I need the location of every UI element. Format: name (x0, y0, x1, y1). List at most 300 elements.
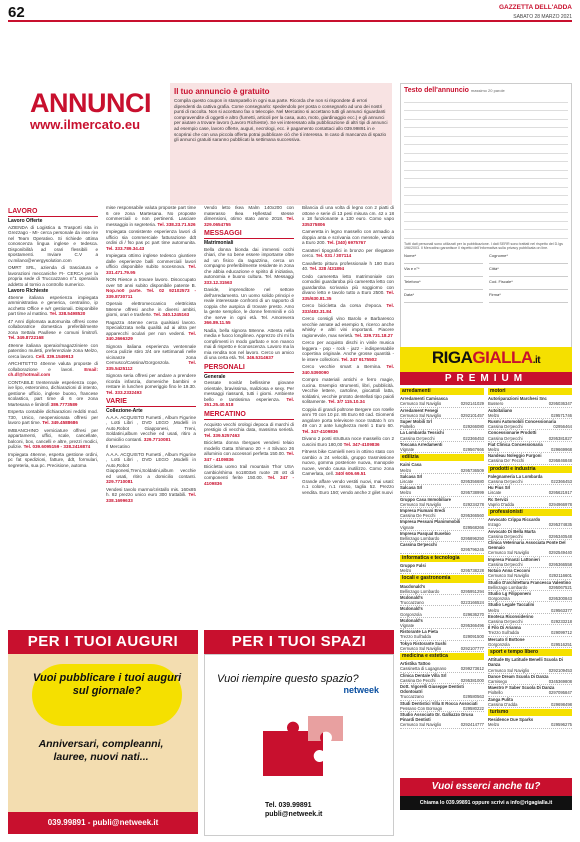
ad-phone[interactable]: Tel. 333.2332493 (106, 389, 142, 395)
business-phone[interactable]: 0295846848 (548, 458, 572, 464)
business-name: Nandeau Noleggio Furgoni (488, 453, 542, 459)
directory-entry[interactable] (400, 641, 484, 652)
ad-text: Impiegata consistente esperienza lavori di ufficio sia commerciale fatturazione ddt ordini di / fso pas pc part time automunita. (106, 229, 196, 245)
ad-phone[interactable]: Tel. 340.2666329 (106, 330, 196, 341)
business-phone[interactable]: 0292141029 (460, 401, 484, 407)
business-town: Inzago (488, 522, 501, 528)
ad-text: Esperta contabile dichiarazioni redditi mod. 730, Unico, neopensionata offresi per lavoro part time. (8, 409, 98, 425)
ad-text: Signora italiana esperienza ventennale cerca pulizie stiro 3/4 ore settimanali nelle vicinanze zona Cernusco/Cassina/Gorgonzola. (106, 343, 196, 365)
directory-entry[interactable] (400, 629, 484, 640)
ad-phone[interactable]: Tel. 349.8722168 (8, 335, 44, 340)
business-town: Cernusco Sul Naviglio (488, 550, 530, 556)
ad-phone[interactable]: Tel. 031 / 307114 (315, 253, 352, 258)
ad-coupon (400, 83, 572, 357)
classified-ad (106, 253, 196, 275)
directory-entry[interactable] (400, 519, 484, 530)
directory-entry[interactable] (488, 717, 572, 728)
business-town: Vaprio D'adda (488, 501, 515, 507)
ad-text: Bella donna bionda dai immensi occhi chiari, che so bene essere importante oltre ad un fisico da ragazzina, cerca un compagno preferibilmente residente in zona che abbia educazione e spirito di iniziativa, autonomia e buono cultura. Tel. Messaggi (204, 246, 294, 279)
business-name: Impresa Finanzi Lattonieri (488, 556, 540, 562)
business-phone[interactable]: 029568266 (463, 524, 484, 530)
ad-phone[interactable]: 366.89.11.55 (204, 320, 231, 325)
business-town: Pioltello (488, 690, 503, 696)
directory-entry[interactable] (488, 557, 572, 568)
classified-ad (302, 340, 394, 362)
directory-entry[interactable] (488, 625, 572, 636)
subsection-title: Lavoro Offerte (8, 218, 43, 224)
business-name: Studi Dentistici Villa E Rocca Associati (400, 700, 478, 706)
ad-phone[interactable]: Cell. 339.1549913 (35, 353, 74, 359)
business-phone[interactable]: 0295381000 (460, 677, 484, 683)
directory-category: turismo (488, 709, 572, 716)
classified-ad (106, 373, 196, 395)
directory-entry[interactable] (488, 657, 572, 674)
business-phone[interactable]: 0292109453 (548, 667, 572, 673)
directory-entry[interactable] (400, 474, 484, 485)
classified-ad (8, 343, 98, 360)
business-phone[interactable]: 0295738228 (460, 568, 484, 574)
business-name: Macdonald's (400, 583, 426, 589)
classified-ad (8, 452, 98, 469)
ad-text: Signora seria offresi per andare a prendere ricorda infanzia, domeniche bambini e restare in lunchen pomeriggio fino le 19.30. (106, 373, 196, 389)
business-phone[interactable]: 029516251 (551, 641, 572, 647)
business-phone[interactable]: 029580563 (463, 694, 484, 700)
ad-phone[interactable]: 340/ 606.69.51 (335, 471, 366, 476)
ad-phone[interactable]: Tel. 340.1245163 (153, 312, 190, 317)
business-town: Cassina D'adda (488, 701, 518, 707)
classified-ad (8, 265, 98, 287)
directory-entry[interactable] (488, 497, 572, 508)
classified-ad (106, 320, 196, 342)
directory-entry[interactable] (400, 542, 484, 553)
business-phone[interactable]: 0295036347 (548, 401, 572, 407)
ad-phone[interactable]: Tel. 3/7 115.10.34 (328, 399, 365, 404)
business-phone[interactable]: 0292107777 (460, 645, 484, 651)
business-name: Fiat Clinica Concessionaria (488, 441, 543, 447)
ad-text: Nadia, bella signora 58enne. Attenta nella media e fuoco longilineo. Apprezzo chi mi fa complimenti in modo garbato e non manco mai di rispetto e riconoscenza. Lavoro ma la mia rendita non nel lavoro. Cerco un amico di una certa età. Tel. (204, 327, 294, 360)
ad-phone[interactable]: Tel. 329.0654755 (204, 216, 294, 227)
business-phone[interactable]: 029099712 (551, 630, 572, 636)
directory-entry[interactable] (488, 697, 572, 708)
business-phone[interactable]: 0295621917 (548, 490, 572, 496)
ad-text: Operaio elettromeccanico elettricista 58enne offresi anche in diversi ambiti, giorni, orari e trasferte. (106, 301, 196, 317)
rigagialla-logo (400, 347, 572, 372)
directory-entry[interactable] (400, 396, 484, 407)
business-name: Impresa Pasqual Eusebio (400, 530, 451, 536)
coupon-field-via[interactable]: Via e n°* (404, 266, 483, 277)
ad-text: IMBIANCHINO verniciature offresi per appartamenti, uffici, scale, cancellate, balconi, box, cancelli e altre, prezzi modici, pulizie. (8, 427, 98, 449)
ad-text: Cerco consigli vino Barolo e Barbaresco vecchie annate ad esempio 5, ricerco anche whisky e altri vini importanti. Piacere ragionevole, max serietà. (302, 316, 394, 338)
coupon-text-lines[interactable] (404, 94, 568, 239)
business-phone[interactable]: 0295738999 (460, 490, 484, 496)
directory-entry[interactable] (400, 618, 484, 629)
ad-phone[interactable]: Tel. 335.5425112 (106, 360, 196, 371)
business-phone[interactable]: 0295374835 (548, 522, 572, 528)
business-town: Cassina De'pecchi (488, 424, 523, 430)
ad-text: 47 Anni diplomata automunita offresi come collaboratrice domestica preferibilmente zona Settala Paullese e comuni limitrofi. (8, 318, 98, 335)
business-town: Gorgonzola (488, 641, 510, 647)
business-phone[interactable]: 0295300843 (548, 596, 572, 602)
business-phone[interactable]: 0295736509 (460, 467, 484, 473)
business-phone[interactable]: 029580222 (463, 705, 484, 711)
directory-entry[interactable] (400, 584, 484, 595)
directory-entry[interactable] (488, 614, 572, 625)
coupon-field-citta[interactable]: Città* (489, 266, 568, 277)
ad-phone[interactable]: 329.7710081 (143, 436, 171, 442)
ad-text: NON Riesce a trovare lavoro. Disoccupato over 50 anni subito disponibile patente B. (106, 277, 196, 288)
coupon-field-telefono[interactable]: Telefono* (404, 279, 483, 290)
business-town: Trezzo Sull'adda (488, 630, 519, 636)
ad-phone[interactable]: Tel. 349.4588686 (42, 420, 78, 425)
business-town: Pioltello (400, 424, 415, 430)
ad-phone[interactable]: Tel. 333/483.31.84 (302, 303, 394, 314)
ad-phone[interactable]: Tel. 338.1699633 (106, 492, 196, 503)
business-town: Cernusco Sul Naviglio (488, 667, 530, 673)
business-name: Salcasa Srl (400, 485, 423, 491)
coupon-title (404, 87, 568, 94)
riga-tld: .it (532, 355, 541, 366)
business-name: Falegnameria La Lombarda (488, 473, 543, 479)
ad-text: Vendesi tavolo marmo/cristallo mis. 160x85 h. 82 prezzo unico euro 300 trattabili. (106, 486, 196, 497)
coupon-field-cognome[interactable]: Cognome* (489, 253, 568, 264)
business-name: Clinica Veterinaria Associata Ponte Del Gennaio (488, 540, 566, 551)
classified-ad (204, 247, 294, 286)
brand-title: ANNUNCI (30, 88, 151, 118)
business-name: Studio Associato Dr. Galliazzo Drusa Pinardi Dentisti (400, 711, 474, 723)
business-name: Salcasa Srl (400, 473, 423, 479)
directory-entry[interactable] (400, 673, 484, 684)
directory-category: professionisti (488, 509, 572, 516)
business-town: Cassina De Pecchi (400, 677, 436, 683)
ad-phone[interactable]: Tel. 347-4109836 (302, 428, 338, 434)
ad-phone[interactable]: Email: ch.dl@hotmail.com (8, 366, 98, 377)
directory-entry[interactable] (400, 430, 484, 441)
business-town: Carnisego (488, 678, 508, 684)
directory-category: locali e gastronomia (400, 575, 484, 582)
classified-ad (8, 409, 98, 426)
directory-entry[interactable] (400, 712, 484, 729)
ad-phone[interactable]: Tel. 338.5498520 (49, 311, 86, 316)
business-name: Concessionarie Prodotti (488, 430, 537, 436)
ad-text: Cerco per acquisto dischi in vinile musica leggera - pop - rock - jazz - indispensabile copertina originale. Anche grosse quantità - le intere collezioni. (302, 340, 394, 362)
ad-phone[interactable]: Tel. 339.5257463 (204, 432, 240, 438)
classified-ad (302, 205, 394, 227)
business-phone[interactable]: 0295896250 (460, 536, 484, 542)
business-town: Liscate (400, 479, 414, 485)
business-name: Toscana Arredamenti (400, 441, 443, 447)
business-name: Arredament Fenegi (400, 407, 439, 413)
business-town: Truccazzano (400, 694, 424, 700)
business-phone[interactable]: 0295366558 (548, 561, 572, 567)
directory-entry[interactable] (488, 485, 572, 496)
auguri-banner-title: PER I TUOI AUGURI (8, 630, 198, 654)
business-town: Cassina De'pecchi (488, 435, 523, 441)
ad-phone[interactable]: 333.12.31563 (204, 279, 233, 285)
directory-entry[interactable] (488, 602, 572, 613)
classified-ad (204, 380, 294, 408)
directory-entry[interactable] (488, 580, 572, 591)
business-phone[interactable]: 0299273612 (460, 666, 484, 672)
business-phone[interactable]: 0295356680 (460, 479, 484, 485)
masthead-date: SABATO 28 MARZO 2021 (513, 14, 572, 20)
business-phone[interactable]: 029669968 (551, 447, 572, 453)
section-title: MERCATINO (204, 411, 294, 420)
ad-phone[interactable]: 389.7773589 (50, 401, 78, 407)
ad-phone[interactable]: 329.7710081 (106, 479, 133, 484)
coupon-field-cf[interactable]: Cod. Fiscale* (489, 279, 568, 290)
vuoi-esserci-banner[interactable] (400, 778, 572, 812)
directory-entry[interactable] (488, 568, 572, 579)
business-town: Cassina De' Pecchi (488, 458, 525, 464)
business-phone[interactable]: 022366453 (551, 479, 572, 485)
classified-ad (204, 328, 294, 361)
directory-entry[interactable] (488, 517, 572, 528)
business-town: Cassina De'pecchi (488, 479, 523, 485)
ad-phone[interactable]: Tel. 335/630.81.35 (302, 290, 394, 301)
business-phone[interactable]: 0292549440 (548, 550, 572, 556)
ad-text: AZIENDA di Logistica & Trasporti sita in Grezzago - MI- cerca personale da inse rire nel Team Operativo. Si richiede ottima conoscenza lingua inglese e tedesca. Disponibilità ad orari flessibili e spostamenti. Inviare C.V a cv.milano@energysolution.com (8, 224, 98, 263)
ad-text: Il Mercatino (106, 444, 130, 449)
business-phone[interactable]: 0295366560 (460, 513, 484, 519)
directory-entry[interactable] (488, 474, 572, 485)
classified-ad (204, 205, 294, 227)
ads-column-2 (106, 205, 196, 625)
business-phone[interactable]: 0295381827 (548, 435, 572, 441)
subsection-title: Lavoro Richieste (8, 288, 49, 294)
directory-entry[interactable] (400, 419, 484, 430)
directory-entry[interactable] (488, 419, 572, 430)
business-phone[interactable]: 0223166524 (460, 600, 484, 606)
business-town: Cernusco Sul Naviglio (488, 573, 530, 579)
directory-entry[interactable] (488, 637, 572, 648)
classified-ad (302, 407, 394, 435)
ad-phone[interactable]: Tel. 347 - 4109836 (204, 451, 294, 462)
auguri-banner[interactable] (8, 630, 198, 836)
business-phone[interactable]: 029233218 (551, 618, 572, 624)
business-name: Zanga Pulita (488, 696, 513, 702)
ad-phone[interactable]: Tel. (340) 6975767 (327, 240, 366, 245)
ad-phone[interactable]: Tel. 339.731.18.27 (354, 332, 393, 338)
directory-entry[interactable] (400, 462, 484, 473)
directory-entry[interactable] (488, 529, 572, 540)
page-header (8, 4, 572, 22)
ad-text: Grande affare vendo vestiti nuovi, mai usati: n.1 colore, n.1 rosso, taglia 52. Prezzo vendita. Euro 150; vendo anche 2 gilet nuovi (302, 478, 394, 495)
business-phone[interactable]: 029596275 (551, 722, 572, 728)
directory-entry[interactable] (400, 595, 484, 606)
section-title: LAVORO (8, 208, 98, 217)
business-phone[interactable]: 02956464 (553, 424, 572, 430)
business-name: Maestro F Saber Scuola Di Danza (488, 685, 555, 691)
business-town: Bellinzago Lombardo (400, 588, 440, 594)
business-town: Pessano Con Bornago (400, 705, 443, 711)
business-town: Melzo (488, 607, 500, 613)
directory-entry[interactable] (400, 497, 484, 508)
directory-entry[interactable] (488, 591, 572, 602)
ad-phone[interactable]: Tel. 331.471.79.95 (106, 264, 196, 275)
business-phone[interactable]: 0295340548 (548, 533, 572, 539)
classified-ad (302, 303, 394, 314)
ad-text: Fitness bike Carnielli nero in ottimo stato con cambio a 24 velocità, gruppo trasmissione nuovo, gomma posteriore nuova, manopole nuove, vendo causa inutilizzo. Como zona Camerlata, cell. (302, 449, 394, 476)
classified-ad (302, 449, 394, 477)
ad-phone[interactable]: Tel. 333.789.34.43 (106, 245, 145, 251)
directory-entry[interactable] (400, 442, 484, 453)
subsection-title: Collezione-Arte (106, 408, 143, 414)
ad-phone[interactable]: 335375806 (302, 221, 325, 227)
business-phone[interactable]: 029567666 (463, 447, 484, 453)
puzzle-icon (253, 711, 353, 781)
directory-entry[interactable] (488, 453, 572, 464)
directory-category: medicina e estetica (400, 653, 484, 660)
ad-phone[interactable]: Tel. 347 9175502 (341, 356, 377, 362)
spazi-banner[interactable] (204, 630, 394, 836)
business-name: Impresa Fiumani Eredi (400, 508, 445, 514)
ad-text: 45enne italiana esperienza impiegata amministrativa e generica, centralino, ip acchetto Office e w/r gestionali. Disponibile part time al mattino. (8, 294, 98, 316)
page-number: 62 (8, 4, 25, 21)
ad-phone[interactable]: Tel. 340.5390090 (302, 364, 394, 375)
business-town: Cassina De'pecchi (488, 561, 523, 567)
business-town: Melzo (488, 722, 500, 728)
ad-phone[interactable]: Tel. 347-4109836 (343, 441, 380, 447)
ad-text: Cavalletto pittura professionale h 180 Euro 40. (302, 260, 394, 271)
business-phone[interactable]: 029571746 (551, 412, 572, 418)
business-phone[interactable]: 029266080 (463, 424, 484, 430)
spazi-banner-body (204, 654, 394, 836)
directory-entry[interactable] (488, 396, 572, 407)
business-name: Artistika Tattoo (400, 661, 431, 667)
business-phone[interactable]: 0295067521 (548, 584, 572, 590)
directory-entry[interactable] (400, 606, 484, 617)
directory-entry[interactable] (488, 408, 572, 419)
business-phone[interactable]: 0295366496 (460, 622, 484, 628)
classified-ad (106, 277, 196, 299)
directory-entry[interactable] (400, 485, 484, 496)
masthead-title: GAZZETTA DELL'ADDA (498, 4, 572, 11)
directory-entry[interactable] (488, 685, 572, 696)
business-town: Liscate (488, 490, 502, 496)
ad-text: Cerco bicicletta da corsa d'epoca. (302, 303, 383, 308)
business-name: Mcdonald's (400, 594, 423, 600)
spazi-question: Vuoi riempire questo spazio? (217, 673, 359, 685)
directory-entry[interactable] (400, 508, 484, 519)
directory-entry[interactable] (400, 408, 484, 419)
vuoi-headline: Vuoi esserci anche tu? (400, 778, 572, 796)
ad-text: Bilancia di una volta di legno con 2 piatti di ottone e serie di 13 pesi misura cm. 42 x 18 x 18 funzionante a 130 euro. Como vapo (302, 205, 394, 221)
business-phone[interactable]: 029091500 (463, 634, 484, 640)
directory-entry[interactable] (400, 531, 484, 542)
business-phone[interactable]: 0292116601 (549, 573, 572, 579)
business-name: Residence Due Sparks (488, 717, 534, 723)
classified-ad (8, 225, 98, 264)
directory-entry[interactable] (488, 442, 572, 453)
auguri-banner-body (8, 654, 198, 812)
ad-text: Ragazza 44enne cerca qualsiasi lavoro. Specializzata nella qualità ad ai altra per apparecchi oculari per non vedenti. (106, 319, 196, 336)
business-phone[interactable]: 0294966978 (548, 501, 572, 507)
business-name: Gruppo Falsi (400, 562, 426, 568)
business-phone[interactable]: 029698498 (551, 701, 572, 707)
business-name: Gruppo Casa Immobiliare (400, 496, 451, 502)
business-town: Cernusco Sul Naviglio (400, 501, 442, 507)
section-title: PERSONALI (204, 364, 294, 373)
section-title: MESSAGGI (204, 230, 294, 239)
directory-entry[interactable] (488, 540, 572, 557)
business-town: Bussero (488, 401, 504, 407)
business-name: Mcdonald's (400, 606, 423, 612)
coupon-title-text: Testo dell'annuncio (404, 87, 469, 94)
business-name: Kaini Casa (400, 462, 422, 468)
business-town: Cassina De'pecchi (488, 533, 523, 539)
ad-text: Acquisto vecchi orologi depoca di marchi di prestigio di vecchia data, massima serietà. (204, 421, 294, 432)
directory-entry[interactable] (400, 701, 484, 712)
business-name: Dott. Vigorelli Giuseppe Dentisti Odontoiatri (400, 683, 464, 695)
directory-entry[interactable] (400, 563, 484, 574)
ad-phone[interactable]: Tel. 347 - 4109836 (204, 475, 294, 486)
business-phone[interactable]: 0295796245 (460, 547, 484, 553)
directory-entry[interactable] (400, 661, 484, 672)
masthead (499, 5, 572, 20)
classified-ad (204, 440, 294, 462)
business-phone[interactable]: 0295951294 (460, 588, 484, 594)
brand-url[interactable]: www.ilmercato.eu (30, 117, 141, 132)
coupon-field-data[interactable]: Data* (404, 292, 483, 303)
business-town: Trezzo Sull'adda (400, 634, 431, 640)
directory-category: prodotti e industria (488, 466, 572, 473)
ad-text: OMRT SRL, azienda di trasciatura e lavorazioni meccaniche FI- CERCA per la propria sede di Truccazzano n°1 operaio/a addetto al tornio a controllo numerico. (8, 265, 98, 287)
ad-phone[interactable]: Tel. 351.25.40.518 (204, 396, 294, 407)
ad-phone[interactable]: Tel. 328 /431894 (309, 266, 345, 271)
ads-column-4 (302, 205, 394, 625)
business-phone[interactable]: 0297095847 (548, 690, 572, 696)
classified-ad (106, 229, 196, 251)
ad-phone[interactable]: Nop.no0 parte. Tel. 02 92102573 - 339.8730711 (106, 288, 196, 299)
directory-column-1 (400, 387, 484, 775)
classified-ad (302, 479, 394, 496)
coupon-field-firma[interactable]: Firma* (489, 292, 568, 303)
subsection-title: Generale (204, 373, 226, 380)
classified-ad (8, 428, 98, 450)
business-name: Avvocato Di Bella Marta (488, 528, 536, 534)
ad-phone[interactable]: 346.5314637 (246, 355, 274, 360)
business-phone[interactable]: 029636270 (463, 611, 484, 617)
ads-column-1 (8, 205, 98, 625)
ad-phone[interactable]: Tel. 338.23.71.526 (157, 221, 196, 227)
business-phone[interactable]: 022366453 (463, 435, 484, 441)
business-phone[interactable]: 0292414777 (460, 722, 484, 728)
directory-entry[interactable] (488, 674, 572, 685)
business-name: Super Mobili Srl (400, 419, 432, 425)
business-name: Tokyo Ristorante Sushi (400, 640, 447, 646)
business-phone[interactable]: 029234278 (463, 501, 484, 507)
directory-entry[interactable] (488, 430, 572, 441)
directory-category: edilizia (400, 454, 484, 461)
classified-ad (8, 361, 98, 378)
business-name: Il Filo Di Arianna (488, 625, 521, 631)
business-phone[interactable]: 0292101457 (460, 412, 484, 418)
business-name: Mercato Il Bottone (488, 636, 525, 642)
business-town: Cernusco Sul Naviglio (400, 412, 442, 418)
business-phone[interactable]: 029563377 (551, 607, 572, 613)
classified-ad (8, 295, 98, 317)
coupon-field-nome[interactable]: Nome* (404, 253, 483, 264)
business-phone[interactable]: 0345369808 (548, 678, 572, 684)
section-title: VARIE (106, 398, 196, 407)
business-name: Arredamenti Camisasca (400, 396, 448, 402)
spazi-email: publi@netweek.it (265, 811, 323, 818)
ad-text: Impiegata 46enne, esperta gestione ordini, pc fat spedizioni, fatture, ddt, formulari, segreteria, sua pc. Precisione, automa (8, 451, 98, 468)
spazi-banner-title: PER I TUOI SPAZI (204, 630, 394, 654)
ad-phone[interactable]: Tel. 039.6095159 - 338.2416874 (23, 444, 91, 449)
directory-entry[interactable] (400, 684, 484, 701)
ad-text: Vendo letto Ikea Malm 140x200 con materasso Ikea Hyllestad stesse dimensioni, otimo stato anno 2018. (204, 205, 294, 221)
